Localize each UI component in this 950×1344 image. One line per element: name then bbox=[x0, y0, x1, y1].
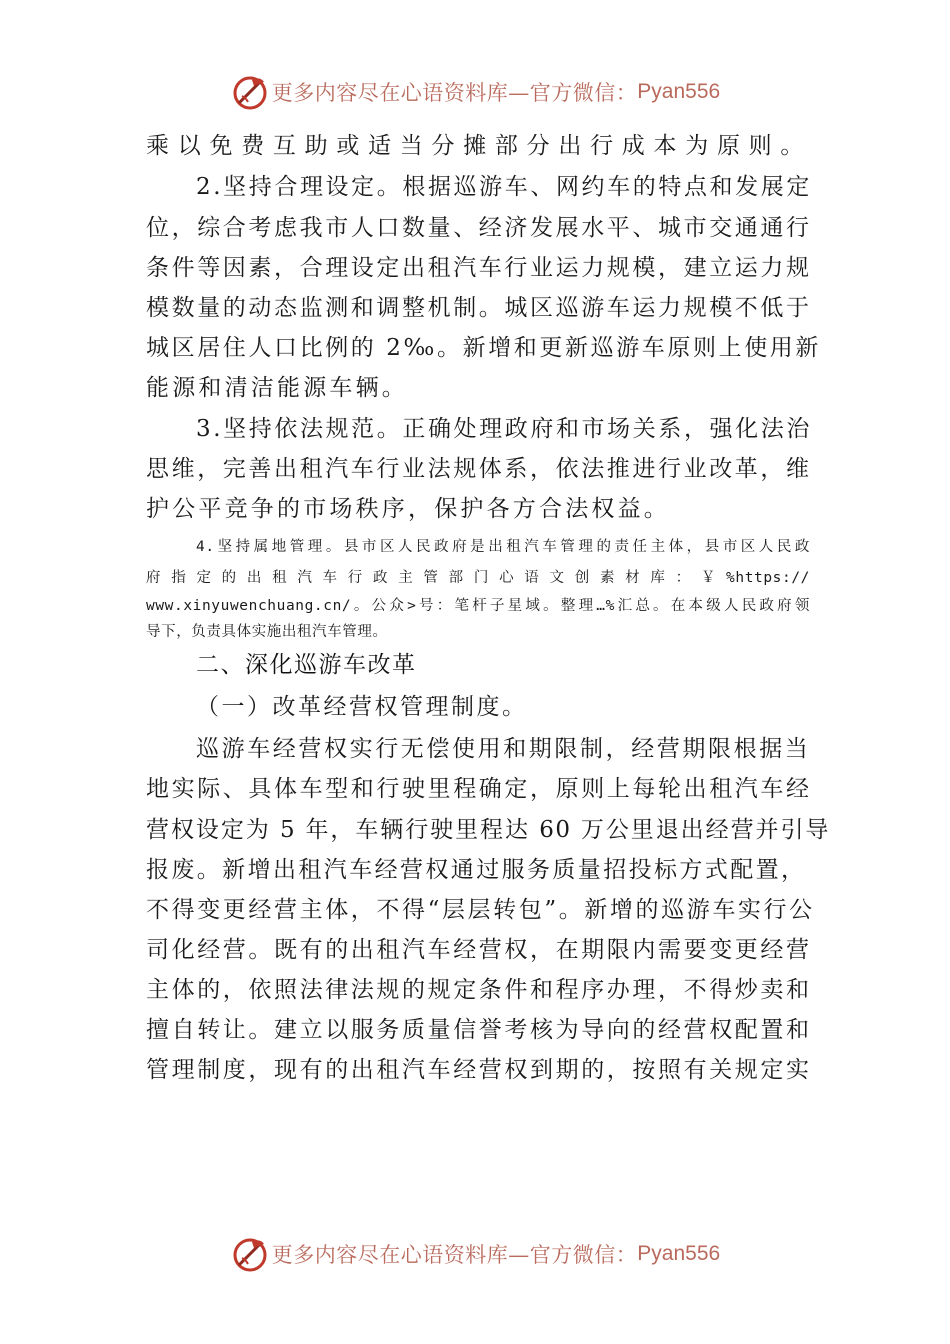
small-text-line: 4.坚持属地管理。县市区人民政府是出租汽车管理的责任主体，县市区人民政 bbox=[196, 539, 810, 555]
text-line: 思维，完善出租汽车行业法规体系，依法推进行业改革，维 bbox=[146, 456, 812, 482]
text-line: 2.坚持合理设定。根据巡游车、网约车的特点和发展定 bbox=[196, 174, 812, 200]
text-line: 条件等因素，合理设定出租汽车行业运力规模，建立运力规 bbox=[146, 255, 812, 281]
text-line: 主体的，依照法律法规的规定条件和程序办理，不得炒卖和 bbox=[146, 977, 812, 1003]
brush-logo-icon bbox=[230, 1234, 270, 1274]
header-watermark bbox=[0, 70, 950, 114]
text-line: 城区居住人口比例的 2‰。新增和更新巡游车原则上使用新 bbox=[146, 335, 822, 361]
text-line: 司化经营。既有的出租汽车经营权，在期限内需要变更经营 bbox=[146, 937, 812, 963]
text-line: 不得变更经营主体，不得“层层转包”。新增的巡游车实行公 bbox=[146, 897, 815, 923]
text-line: 管理制度，现有的出租汽车经营权到期的，按照有关规定实 bbox=[146, 1057, 812, 1083]
text-line: 营权设定为 5 年，车辆行驶里程达 60 万公里退出经营并引导 bbox=[146, 817, 830, 843]
watermark-wechat-id: Pyan556 bbox=[637, 80, 721, 103]
small-text-line: 导下，负责具体实施出租汽车管理。 bbox=[146, 624, 388, 640]
small-text-line: www.xinyuwenchuang.cn/。公众>号：笔杆子星域。整理…%汇总。在本级人民政府领 bbox=[146, 598, 810, 614]
text-line: 护公平竞争的市场秩序，保护各方合法权益。 bbox=[146, 496, 670, 522]
small-text-line: 府指定的出租汽车行政主管部门心语文创素材库：￥%https:// bbox=[146, 570, 810, 586]
watermark-text: 更多内容尽在心语资料库—官方微信： bbox=[271, 1243, 638, 1267]
watermark-text: 更多内容尽在心语资料库—官方微信： bbox=[271, 81, 638, 105]
text-line: 乘以免费互助或适当分摊部分出行成本为原则。 bbox=[146, 133, 806, 159]
section-heading: 二、深化巡游车改革 bbox=[196, 652, 417, 678]
text-line: 地实际、具体车型和行驶里程确定，原则上每轮出租汽车经 bbox=[146, 776, 812, 802]
text-line: 巡游车经营权实行无偿使用和期限制，经营期限根据当 bbox=[196, 736, 811, 762]
text-line: 3.坚持依法规范。正确处理政府和市场关系，强化法治 bbox=[196, 416, 812, 442]
watermark-wechat-id: Pyan556 bbox=[637, 1242, 721, 1265]
text-line: 能源和清洁能源车辆。 bbox=[146, 375, 408, 401]
footer-watermark bbox=[0, 1232, 950, 1276]
text-line: 报废。新增出租汽车经营权通过服务质量招投标方式配置， bbox=[146, 857, 807, 883]
subsection-heading: （一）改革经营权管理制度。 bbox=[196, 694, 528, 720]
text-line: 擅自转让。建立以服务质量信誉考核为导向的经营权配置和 bbox=[146, 1017, 812, 1043]
text-line: 模数量的动态监测和调整机制。城区巡游车运力规模不低于 bbox=[146, 295, 812, 321]
brush-logo-icon bbox=[230, 72, 270, 112]
text-line: 位，综合考虑我市人口数量、经济发展水平、城市交通通行 bbox=[146, 215, 812, 241]
